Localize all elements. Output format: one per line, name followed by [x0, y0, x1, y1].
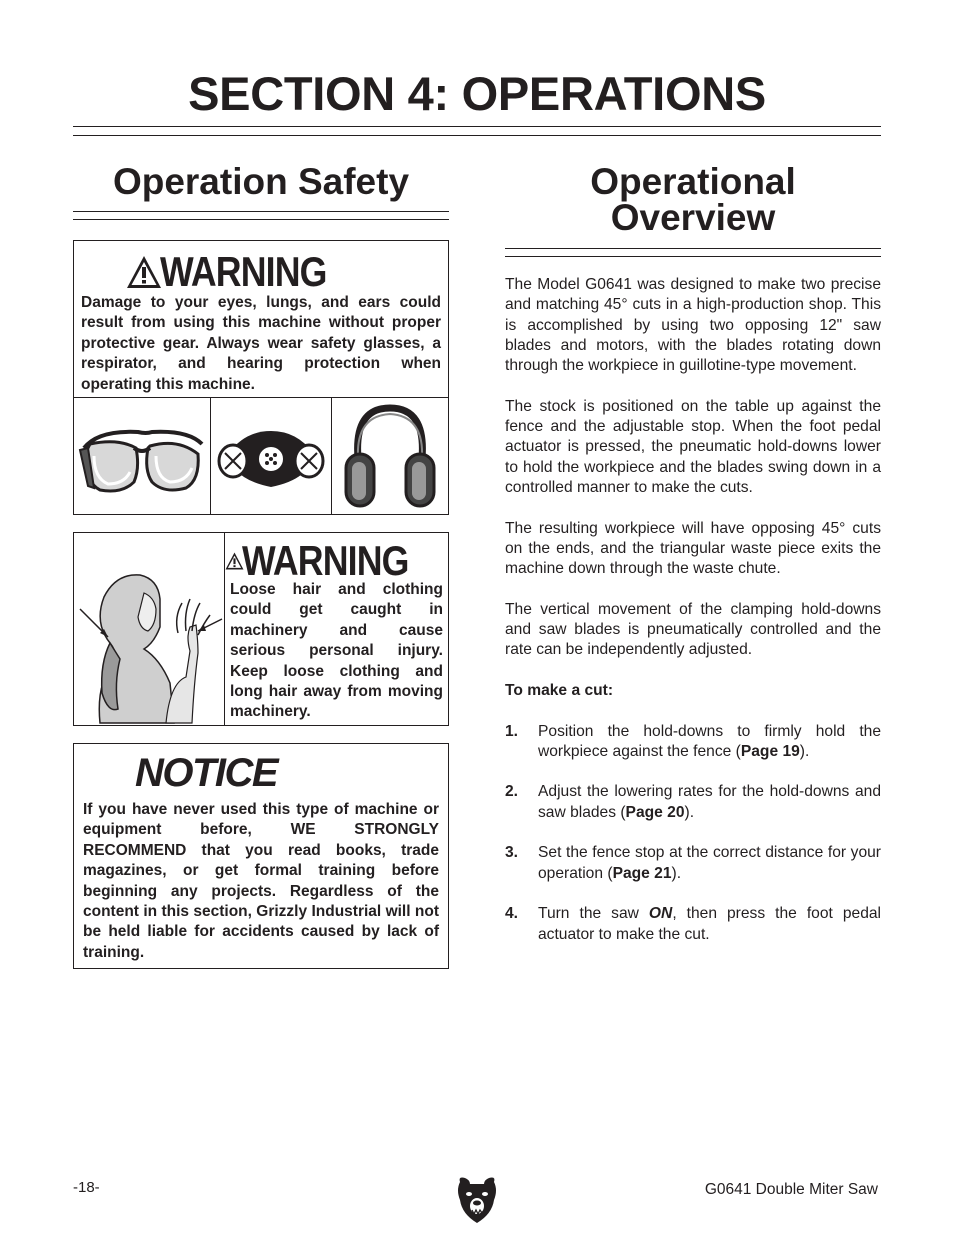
- page-ref: Page 20: [625, 803, 685, 821]
- warning-triangle-icon: [126, 255, 162, 289]
- warning-box-ppe: [73, 240, 449, 515]
- left-heading-rule: [73, 211, 449, 220]
- warning-text: Damage to your eyes, lungs, and ears could result from using this machine without proper protective gear. Always wear safety glasses, a respirator, and hearing protection when operating this machine.: [81, 294, 441, 393]
- page-ref: Page 19: [740, 742, 800, 760]
- left-heading: Operation Safety: [112, 161, 410, 202]
- step-number: 2.: [505, 783, 519, 801]
- notice-text: If you have never used this type of machine or equipment before, WE STRONGLY RECOMMEND that you read books, trade magazines, or get formal training before beginning any projects. Regardless of the content in this section, Grizzly Industrial will not be held liable for accidents caused by lack of training.: [83, 801, 439, 961]
- step-text: Adjust the lowering rates for the hold-downs and saw blades (Page 20).: [538, 783, 881, 821]
- right-heading: [505, 161, 881, 238]
- footer-model: G0641 Double Miter Saw: [704, 1181, 878, 1198]
- notice-label: NOTICE: [134, 751, 278, 795]
- on-emphasis: ON: [648, 905, 673, 923]
- ppe-cell-glasses: [74, 398, 211, 514]
- step-number: 4.: [505, 905, 519, 923]
- right-heading-line1: Operational: [590, 161, 796, 202]
- grizzly-bear-logo: [456, 1176, 498, 1224]
- step-text: Set the fence stop at the correct distance for your operation (Page 21).: [538, 844, 881, 882]
- ear-muffs-icon: [340, 402, 440, 510]
- step-text: Turn the saw ON, then press the foot pedal actuator to make the cut.: [538, 905, 881, 943]
- header-rule: [73, 126, 881, 136]
- ppe-cell-respirator: [211, 398, 332, 514]
- overview-paragraph-2: The stock is positioned on the table up against the fence and the adjustable stop. When the foot pedal actuator is pressed, the pneumatic hold-downs lower to hold the workpiece and the blades swing down in a controlled manner to make the cuts.: [505, 397, 881, 496]
- respirator-icon: [215, 413, 327, 499]
- warning-box-hair: [73, 532, 449, 726]
- section-title: SECTION 4: OPERATIONS: [188, 67, 766, 120]
- right-heading-line2: Overview: [610, 197, 776, 238]
- notice-box: [73, 743, 449, 969]
- overview-paragraph-3: The resulting workpiece will have opposing 45° cuts on the ends, and the triangular waste piece exits the machine down through the waste chute.: [505, 519, 881, 578]
- warning-header: [225, 536, 448, 586]
- ppe-cell-earmuffs: [332, 398, 448, 514]
- step-text: Position the hold-downs to firmly hold the workpiece against the fence (Page 19).: [538, 722, 881, 760]
- warning-text: Loose hair and clothing could get caught in machinery and cause serious personal injury. Keep loose clothing and long hair away from moving machinery.: [230, 581, 443, 721]
- warning-label: WARNING: [242, 537, 409, 584]
- warning2-content: [225, 533, 448, 723]
- overview-paragraph-4: The vertical movement of the clamping hold-downs and saw blades is pneumatically controlled and the rate can be independently adjusted.: [505, 600, 881, 659]
- step-item: [505, 722, 881, 763]
- right-heading-rule: [505, 248, 881, 257]
- steps-lead: To make a cut:: [505, 681, 614, 699]
- warning-header: [74, 247, 448, 297]
- safety-glasses-icon: [78, 408, 206, 504]
- long-hair-figure-icon: [74, 533, 224, 725]
- step-item: [505, 843, 881, 884]
- step-item: [505, 782, 881, 823]
- step-number: 1.: [505, 722, 519, 740]
- ppe-icon-row: [74, 397, 448, 514]
- overview-body: [505, 275, 881, 965]
- step-item: [505, 904, 881, 945]
- page-ref: Page 21: [612, 864, 672, 882]
- step-number: 3.: [505, 844, 519, 862]
- warning-label: WARNING: [160, 248, 327, 295]
- hair-figure-cell: [74, 533, 225, 725]
- page-number: -18-: [73, 1179, 100, 1196]
- overview-paragraph-1: The Model G0641 was designed to make two precise and matching 45° cuts in a high-production shop. This is accomplished by using two opposing 12" saw blades and motors, with the blades rotating down through the workpiece in guillotine-type movement.: [505, 276, 881, 375]
